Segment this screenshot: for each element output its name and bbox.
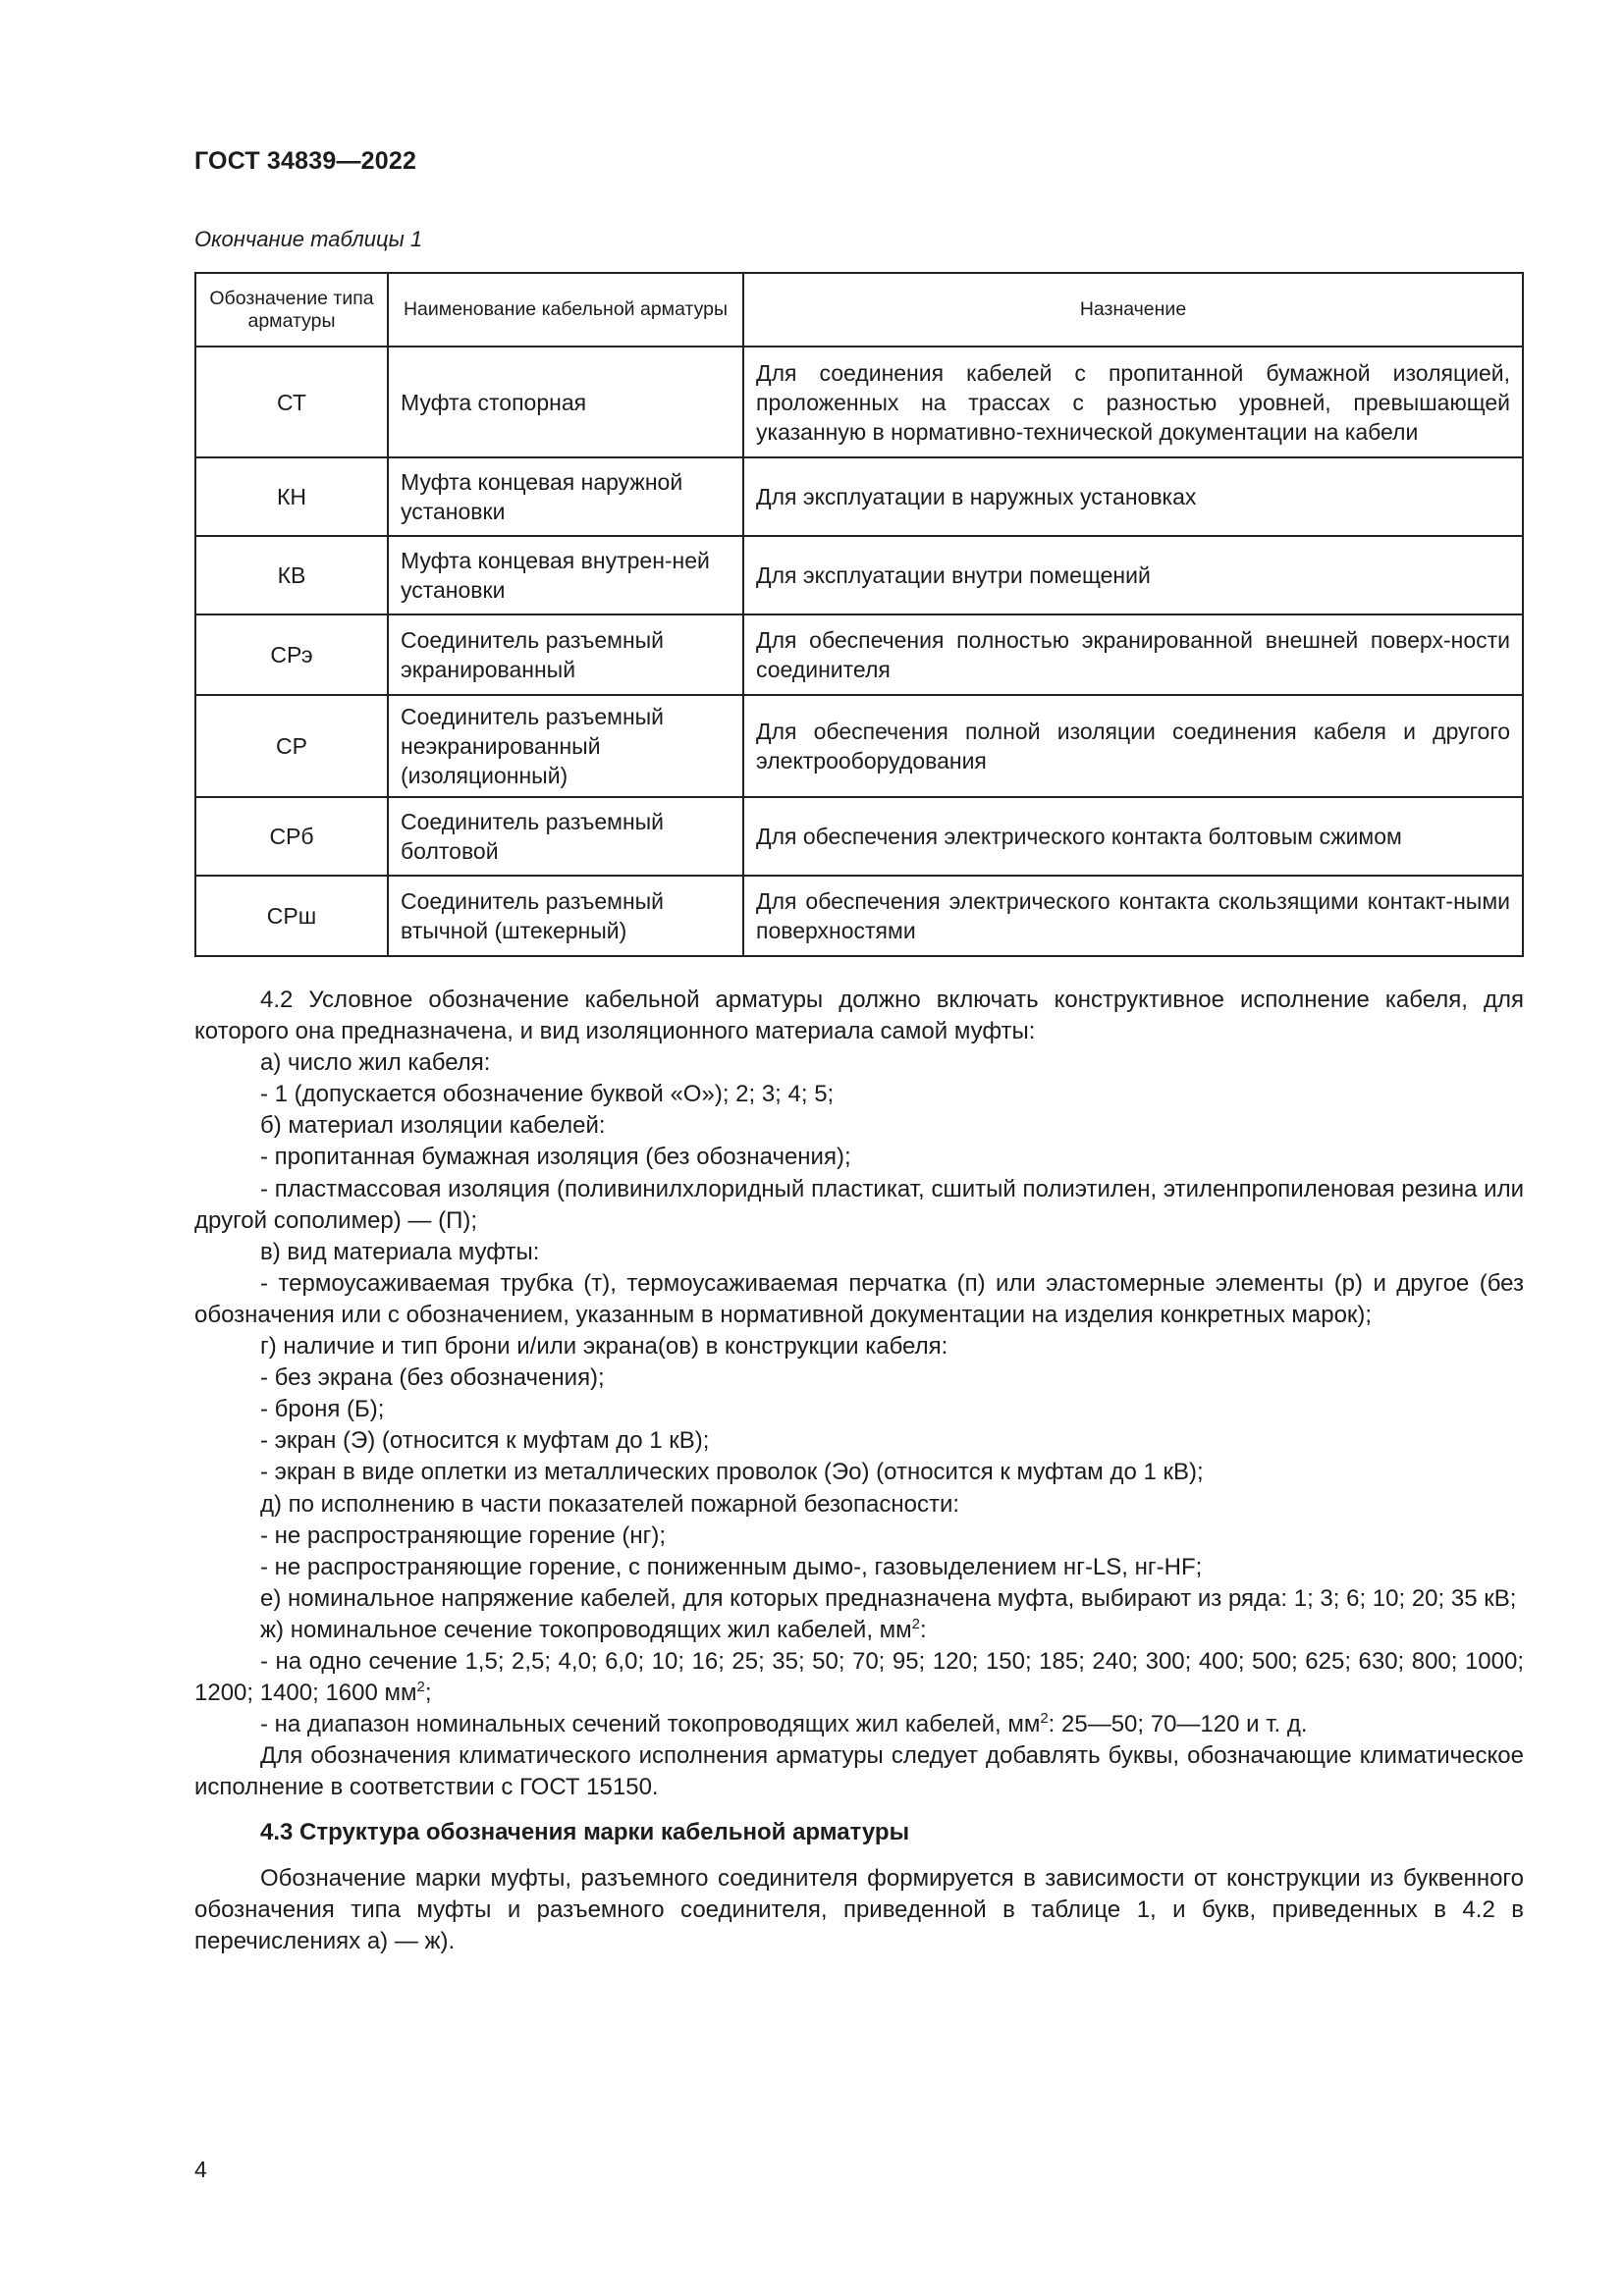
cell-purpose: Для обеспечения электрического контакта болтовым сжимом (743, 797, 1523, 876)
list-subitem: - экран (Э) (относится к муфтам до 1 кВ); (260, 1427, 710, 1455)
list-subitem: - броня (Б); (260, 1396, 385, 1423)
list-subitem: - не распространяющие горение (нг); (260, 1522, 667, 1549)
list-subitem-text-end: : 25—50; 70—120 и т. д. (1048, 1711, 1308, 1738)
cell-purpose: Для эксплуатации внутри помещений (743, 536, 1523, 614)
table-row (195, 347, 1523, 457)
list-item-a: а) число жил кабеля: (260, 1049, 491, 1077)
superscript: 2 (416, 1679, 425, 1696)
table-row (195, 797, 1523, 876)
list-item-v: в) вид материала муфты: (260, 1238, 540, 1265)
cell-name: Соединитель разъемный неэкранированный (изоляционный) (388, 695, 743, 797)
cell-purpose: Для эксплуатации в наружных установках (743, 457, 1523, 536)
list-subitem (194, 1709, 1524, 1740)
page-header-standard: ГОСТ 34839—2022 (194, 147, 417, 175)
section-heading-4-3: 4.3 Структура обозначения марки кабельной арматуры (260, 1819, 910, 1846)
list-subitem: - не распространяющие горение, с пониженным дымо-, газовыделением нг-LS, нг-HF; (260, 1553, 1203, 1580)
table-header-row (195, 273, 1523, 347)
table-row (195, 457, 1523, 536)
superscript: 2 (911, 1615, 920, 1632)
list-item-d: д) по исполнению в части показателей пожарной безопасности: (260, 1490, 960, 1518)
cell-code: СР (195, 695, 388, 797)
list-subitem: - термоусаживаемая трубка (т), термоусаживаемая перчатка (п) или эластомерные элементы (р) и другое (без обозначения или с обозначением, указанным в нормативной документации на изделия конкретных марок); (194, 1269, 1524, 1328)
list-subitem: - без экрана (без обозначения); (260, 1364, 605, 1392)
list-item-zh (194, 1615, 1524, 1646)
cell-name: Соединитель разъемный болтовой (388, 797, 743, 876)
list-subitem-text: - на диапазон номинальных сечений токопроводящих жил кабелей, мм (260, 1711, 1041, 1738)
cell-code: КВ (195, 536, 388, 614)
paragraph-4-2-intro: 4.2 Условное обозначение кабельной арматуры должно включать конструктивное исполнение кабеля, для которого она предназначена, и вид изоляционного материала самой муфты: (194, 987, 1524, 1045)
column-header-purpose: Назначение (743, 273, 1523, 347)
cell-code: СРб (195, 797, 388, 876)
punctuation: ; (424, 1680, 432, 1707)
table-caption: Окончание таблицы 1 (194, 227, 423, 251)
cell-code: СРэ (195, 614, 388, 695)
paragraph-4-3: Обозначение марки муфты, разъемного соединителя формируется в зависимости от конструкции из буквенного обозначения типа муфты и разъемного соединителя, приведенной в таблице 1, и букв, приведенных в 4.2 в перечислениях а) — ж). (194, 1864, 1524, 1954)
cell-code: СРш (195, 876, 388, 956)
cell-name: Муфта концевая внутрен-ней установки (388, 536, 743, 614)
list-subitem: - пластмассовая изоляция (поливинилхлоридный пластикат, сшитый полиэтилен, этиленпропиленовая резина или другой сополимер) — (П); (194, 1175, 1524, 1234)
page-number: 4 (194, 2157, 207, 2182)
cable-fittings-table (194, 272, 1524, 957)
superscript: 2 (1040, 1710, 1049, 1728)
table-row (195, 614, 1523, 695)
cell-purpose: Для обеспечения полной изоляции соединения кабеля и другого электрооборудования (743, 695, 1523, 797)
cell-purpose: Для соединения кабелей с пропитанной бумажной изоляцией, проложенных на трассах с разностью уровней, превышающей указанную в нормативно-технической документации на кабели (743, 347, 1523, 457)
list-subitem: - экран в виде оплетки из металлических проволок (Эо) (относится к муфтам до 1 кВ); (260, 1459, 1204, 1486)
cell-name: Соединитель разъемный втычной (штекерный) (388, 876, 743, 956)
list-subitem: - пропитанная бумажная изоляция (без обозначения); (260, 1144, 851, 1171)
punctuation: : (920, 1616, 927, 1643)
list-subitem: - 1 (допускается обозначение буквой «О»); 2; 3; 4; 5; (260, 1081, 835, 1108)
cell-name: Муфта концевая наружной установки (388, 457, 743, 536)
column-header-name: Наименование кабельной арматуры (388, 273, 743, 347)
cell-purpose: Для обеспечения полностью экранированной внешней поверх-ности соединителя (743, 614, 1523, 695)
cell-purpose: Для обеспечения электрического контакта скользящими контакт-ными поверхностями (743, 876, 1523, 956)
list-subitem (194, 1646, 1524, 1709)
list-item-b: б) материал изоляции кабелей: (260, 1112, 606, 1140)
table-row (195, 536, 1523, 614)
list-item-e: е) номинальное напряжение кабелей, для которых предназначена муфта, выбирают из ряда: 1; 3; 6; 10; 20; 35 кВ; (260, 1584, 1517, 1612)
cell-name: Муфта стопорная (388, 347, 743, 457)
body-text (194, 985, 1524, 1957)
cell-code: КН (195, 457, 388, 536)
cell-name: Соединитель разъемный экранированный (388, 614, 743, 695)
table-row (195, 695, 1523, 797)
paragraph-climate: Для обозначения климатического исполнения арматуры следует добавлять буквы, обозначающие климатическое исполнение в соответствии с ГОСТ 15150. (194, 1742, 1524, 1801)
column-header-code: Обозначение типа арматуры (195, 273, 388, 347)
list-item-zh-text: ж) номинальное сечение токопроводящих жил кабелей, мм (260, 1616, 912, 1643)
list-item-g: г) наличие и тип брони и/или экрана(ов) в конструкции кабеля: (260, 1333, 948, 1361)
cell-code: СТ (195, 347, 388, 457)
list-subitem-text: - на одно сечение 1,5; 2,5; 4,0; 6,0; 10; 16; 25; 35; 50; 70; 95; 120; 150; 185; 240; 300; 400; 500; 625; 630; 800; 1000; 1200; 1400; 1600 мм (194, 1647, 1524, 1707)
table-row (195, 876, 1523, 956)
